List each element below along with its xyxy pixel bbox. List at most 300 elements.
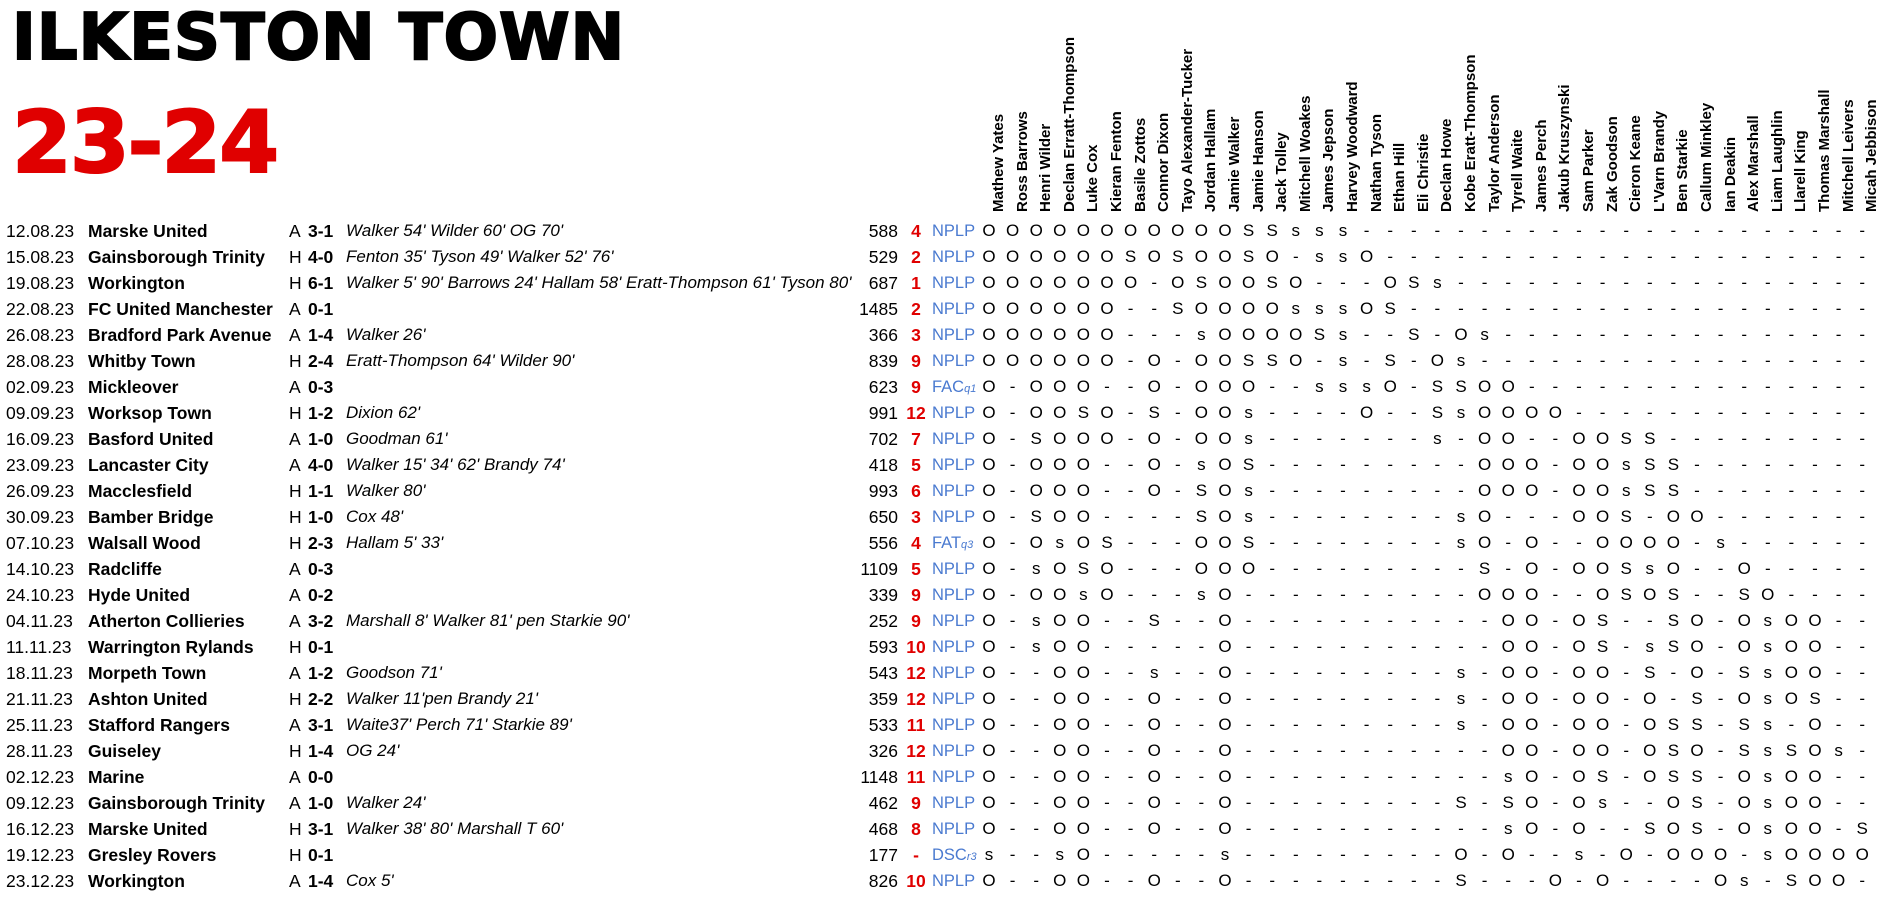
appearance-cell: - <box>1552 533 1559 552</box>
appearance-cell: - <box>1717 325 1724 344</box>
appearance-cell: - <box>1835 507 1842 526</box>
match-date: 15.08.23 <box>6 247 75 267</box>
appearance-cell: - <box>1174 325 1181 344</box>
appearance-cell: - <box>1434 533 1441 552</box>
scorers: Walker 38' 80' Marshall T 60' <box>346 819 564 838</box>
appearance-cell: - <box>1269 585 1276 604</box>
appearance-cell: - <box>1434 611 1441 630</box>
appearance-cell: O <box>982 871 996 890</box>
appearance-cell: O <box>1572 559 1586 578</box>
appearance-cell: O <box>1218 221 1232 240</box>
competition-code: NPLP <box>932 404 976 422</box>
appearance-cell: - <box>1009 377 1016 396</box>
venue: H <box>289 351 302 371</box>
appearance-cell: O <box>1100 351 1114 370</box>
appearance-cell: O <box>1808 715 1822 734</box>
opponent-name: Mickleover <box>88 377 179 397</box>
appearance-cell: O <box>1690 663 1704 682</box>
appearance-cell: O <box>1595 741 1610 760</box>
appearance-cell: - <box>1033 819 1040 838</box>
appearance-cell: O <box>1194 247 1208 266</box>
appearance-cell: O <box>1289 273 1303 292</box>
appearance-cell: - <box>1033 845 1040 864</box>
competition-code: NPLP <box>932 222 976 240</box>
competition-code: NPLP <box>932 716 976 734</box>
appearance-cell: O <box>982 689 996 708</box>
appearance-cell: - <box>1505 533 1512 552</box>
appearance-cell: O <box>1690 637 1704 656</box>
appearance-cell: - <box>1245 611 1252 630</box>
appearance-cell: S <box>1313 325 1326 344</box>
appearance-cell: - <box>1788 325 1795 344</box>
appearance-cell: - <box>1363 455 1370 474</box>
appearance-cell: - <box>1363 845 1370 864</box>
appearance-cell: - <box>1835 611 1842 630</box>
appearance-cell: s <box>1362 377 1371 396</box>
appearance-cell: - <box>1576 221 1582 240</box>
appearance-cell: O <box>1147 871 1161 890</box>
appearance-cell: - <box>1481 663 1488 682</box>
attendance: 468 <box>868 819 898 839</box>
appearance-cell: O <box>1053 273 1067 292</box>
league-position: 3 <box>911 507 921 527</box>
match-row <box>0 478 1891 504</box>
appearance-cell: s <box>984 845 994 864</box>
appearance-cell: - <box>1717 741 1724 760</box>
appearance-cell: - <box>1151 507 1158 526</box>
appearance-cell: - <box>1104 767 1110 786</box>
appearance-cell: - <box>1174 351 1181 370</box>
league-position: 2 <box>911 247 921 267</box>
appearance-cell: - <box>1363 611 1370 630</box>
player-name: Declan Howe <box>1438 118 1456 212</box>
appearance-cell: - <box>1174 585 1181 604</box>
appearance-cell: s <box>1031 611 1041 630</box>
appearance-cell: - <box>1552 767 1559 786</box>
appearance-cell: - <box>1292 429 1299 448</box>
appearance-cell: O <box>1595 507 1610 526</box>
appearance-cell: - <box>1835 273 1842 292</box>
appearance-cell: O <box>1690 845 1704 864</box>
appearance-cell: - <box>1623 871 1630 890</box>
scorers: Eratt-Thompson 64' Wilder 90' <box>346 351 575 370</box>
appearance-cell: - <box>1552 221 1559 240</box>
appearance-cell: - <box>1481 637 1488 656</box>
appearance-cell: - <box>1576 273 1582 292</box>
appearance-cell: S <box>1195 507 1208 526</box>
appearance-cell: O <box>1525 793 1539 812</box>
appearance-cell: - <box>1764 559 1771 578</box>
appearance-cell: - <box>1552 351 1559 370</box>
league-position: 7 <box>911 429 921 449</box>
appearance-cell: - <box>1410 715 1417 734</box>
appearance-cell: - <box>1623 351 1630 370</box>
player-name: Thomas Marshall <box>1816 89 1833 212</box>
appearance-cell: - <box>1764 325 1771 344</box>
appearance-cell: O <box>1572 741 1586 760</box>
appearance-cell: - <box>1859 351 1866 370</box>
appearance-cell: - <box>1127 533 1134 552</box>
appearance-cell: O <box>1218 403 1232 422</box>
scorers: Walker 5' 90' Barrows 24' Hallam 58' Eratt-Thompson 61' Tyson 80' <box>346 273 852 292</box>
scorers: OG 24' <box>346 741 400 760</box>
score: 0-1 <box>308 299 334 319</box>
match-row <box>0 504 1891 530</box>
appearance-cell: - <box>1009 819 1016 838</box>
appearance-cell: O <box>1076 845 1090 864</box>
appearance-cell: O <box>1218 507 1232 526</box>
appearance-cell: - <box>1599 819 1606 838</box>
appearance-cell: - <box>1245 715 1252 734</box>
opponent-name: Guiseley <box>88 741 161 761</box>
appearance-cell: - <box>1552 481 1559 500</box>
scorers: Walker 11'pen Brandy 21' <box>346 689 539 708</box>
appearance-cell: O <box>1808 611 1822 630</box>
appearance-cell: - <box>1340 689 1346 708</box>
opponent-name: Whitby Town <box>88 351 196 371</box>
appearance-cell: S <box>1195 273 1208 292</box>
appearance-cell: O <box>1690 741 1704 760</box>
appearance-cell: - <box>1741 845 1748 864</box>
appearance-cell: s <box>1763 637 1773 656</box>
appearance-cell: - <box>1717 377 1724 396</box>
appearance-cell: S <box>1644 429 1656 448</box>
match-row <box>0 842 1891 868</box>
competition-code: NPLP <box>932 690 976 708</box>
appearance-cell: - <box>1009 533 1016 552</box>
appearance-cell: - <box>1363 793 1370 812</box>
appearance-cell: s <box>1763 715 1773 734</box>
appearance-cell: - <box>1174 819 1181 838</box>
appearance-cell: O <box>1713 871 1728 890</box>
appearance-cell: - <box>1552 455 1559 474</box>
appearance-cell: - <box>1269 689 1276 708</box>
opponent-name: Lancaster City <box>88 455 209 475</box>
appearance-cell: O <box>1643 767 1657 786</box>
match-date: 16.09.23 <box>6 429 75 449</box>
appearance-cell: S <box>1667 637 1680 656</box>
appearance-cell: O <box>1076 507 1090 526</box>
appearance-cell: O <box>1218 455 1232 474</box>
appearance-cell: - <box>1316 507 1323 526</box>
league-position: 9 <box>911 377 921 397</box>
appearance-cell: - <box>1599 299 1606 318</box>
appearance-cell: O <box>982 611 996 630</box>
appearance-cell: - <box>1434 767 1441 786</box>
appearance-cell: O <box>1147 481 1161 500</box>
appearance-cell: O <box>1737 611 1751 630</box>
appearance-cell: - <box>1859 455 1866 474</box>
appearance-cell: O <box>1643 585 1657 604</box>
appearance-cell: - <box>1410 429 1417 448</box>
appearance-cell: - <box>1505 351 1512 370</box>
appearance-cell: - <box>1387 455 1394 474</box>
appearance-cell: - <box>1387 611 1394 630</box>
appearance-cell: - <box>1576 533 1582 552</box>
player-name: Ross Barrows <box>1013 111 1031 212</box>
score: 6-1 <box>308 273 334 293</box>
appearance-cell: - <box>1174 793 1181 812</box>
match-row <box>0 686 1891 712</box>
match-row <box>0 764 1891 790</box>
appearance-cell: - <box>1269 455 1276 474</box>
appearance-cell: - <box>1717 663 1724 682</box>
appearance-cell: - <box>1009 845 1016 864</box>
appearance-cell: s <box>1456 663 1466 682</box>
appearance-cell: O <box>1100 429 1114 448</box>
appearance-cell: - <box>1363 741 1370 760</box>
appearance-cell: - <box>1410 819 1417 838</box>
appearance-cell: O <box>1100 585 1114 604</box>
appearance-cell: - <box>1387 507 1394 526</box>
appearance-cell: s <box>1433 429 1442 448</box>
appearance-cell: - <box>1458 221 1464 240</box>
player-name: Luke Cox <box>1084 144 1102 212</box>
appearance-cell: - <box>1741 403 1748 422</box>
appearance-cell: - <box>1009 793 1016 812</box>
appearance-cell: O <box>1194 429 1208 448</box>
appearance-cell: - <box>1292 533 1299 552</box>
appearance-cell: - <box>1245 845 1252 864</box>
appearance-cell: - <box>1363 221 1370 240</box>
league-position: 9 <box>911 585 921 605</box>
venue: A <box>289 793 301 813</box>
appearance-cell: S <box>1172 299 1184 318</box>
appearance-cell: s <box>1763 689 1773 708</box>
appearance-cell: O <box>1053 299 1067 318</box>
player-name: Declan Erratt-Thompson <box>1060 36 1078 212</box>
league-position: 3 <box>911 325 921 345</box>
appearance-cell: - <box>1316 741 1323 760</box>
appearance-cell: s <box>1763 767 1773 786</box>
appearance-cell: s <box>1220 845 1230 864</box>
appearance-cell: O <box>1029 481 1043 500</box>
appearance-cell: - <box>1812 351 1818 370</box>
appearance-cell: O <box>1501 585 1515 604</box>
appearance-cell: - <box>1434 507 1441 526</box>
appearance-cell: - <box>1434 715 1441 734</box>
appearance-cell: - <box>1245 585 1252 604</box>
appearance-cell: - <box>1292 663 1299 682</box>
match-date: 21.11.23 <box>6 689 73 709</box>
appearance-cell: - <box>1859 273 1866 292</box>
appearance-cell: - <box>1316 351 1323 370</box>
appearance-cell: O <box>1666 533 1680 552</box>
appearance-cell: - <box>1316 273 1323 292</box>
appearance-cell: - <box>1717 637 1724 656</box>
match-row <box>0 348 1891 374</box>
appearance-cell: - <box>1859 247 1866 266</box>
appearance-cell: - <box>1363 689 1370 708</box>
appearance-cell: - <box>1646 325 1653 344</box>
appearance-cell: - <box>1694 247 1700 266</box>
appearance-cell: - <box>1552 585 1559 604</box>
appearance-cell: - <box>1764 403 1771 422</box>
appearance-cell: - <box>1127 845 1134 864</box>
appearance-cell: - <box>1835 533 1842 552</box>
appearance-cell: - <box>1741 273 1748 292</box>
appearance-cell: - <box>1528 377 1535 396</box>
appearance-cell: O <box>1218 481 1232 500</box>
appearance-cell: s <box>1574 845 1584 864</box>
attendance: 366 <box>868 325 898 345</box>
appearance-cell: O <box>1525 637 1539 656</box>
appearance-cell: S <box>1455 793 1467 812</box>
appearance-cell: - <box>1340 481 1346 500</box>
appearance-cell: - <box>1174 871 1181 890</box>
appearance-cell: - <box>1694 403 1700 422</box>
appearance-cell: O <box>1525 481 1539 500</box>
match-row <box>0 816 1891 842</box>
appearance-cell: S <box>1691 819 1703 838</box>
appearance-cell: - <box>1528 325 1535 344</box>
appearance-cell: O <box>1029 585 1043 604</box>
appearance-cell: - <box>1788 247 1795 266</box>
appearance-cell: O <box>1218 715 1232 734</box>
appearance-cell: - <box>1174 429 1181 448</box>
appearance-cell: - <box>1009 663 1016 682</box>
appearance-cell: O <box>1525 533 1539 552</box>
appearance-cell: O <box>1029 455 1043 474</box>
appearance-cell: O <box>1076 273 1090 292</box>
competition <box>932 764 975 792</box>
player-name: Jordan Hallam <box>1202 108 1220 212</box>
appearance-cell: - <box>1174 845 1181 864</box>
appearance-cell: - <box>1387 325 1394 344</box>
appearance-cell: - <box>1387 403 1394 422</box>
appearance-cell: O <box>1194 221 1208 240</box>
player-name: James Perch <box>1532 119 1550 212</box>
appearance-cell: O <box>1784 767 1798 786</box>
appearance-cell: - <box>1835 585 1842 604</box>
appearance-cell: - <box>1174 689 1181 708</box>
appearance-cell: - <box>1835 455 1842 474</box>
appearance-cell: - <box>1764 351 1771 370</box>
appearance-cell: - <box>1670 273 1677 292</box>
appearance-cell: - <box>1104 689 1110 708</box>
appearance-cell: - <box>1576 299 1582 318</box>
attendance: 623 <box>868 377 898 397</box>
appearance-cell: S <box>1195 481 1208 500</box>
appearance-cell: - <box>1764 299 1771 318</box>
appearance-cell: O <box>1218 767 1232 786</box>
appearance-cell: s <box>1456 351 1466 370</box>
appearance-cell: - <box>1245 663 1252 682</box>
appearance-cell: - <box>1694 559 1700 578</box>
appearance-cell: O <box>1029 221 1043 240</box>
appearance-cell: - <box>1694 299 1700 318</box>
appearance-cell: - <box>1387 559 1394 578</box>
appearance-cell: O <box>1147 377 1161 396</box>
appearance-cell: O <box>1005 325 1020 344</box>
appearance-cell: O <box>1595 429 1610 448</box>
appearance-cell: O <box>1784 663 1798 682</box>
appearance-cell: - <box>1127 663 1134 682</box>
appearance-cell: O <box>1595 455 1610 474</box>
appearance-cell: O <box>1147 819 1161 838</box>
appearance-cell: O <box>1501 481 1515 500</box>
appearance-cell: s <box>1456 689 1466 708</box>
appearance-cell: - <box>1458 767 1464 786</box>
venue: A <box>289 585 301 605</box>
match-date: 30.09.23 <box>6 507 75 527</box>
appearance-cell: - <box>1292 793 1299 812</box>
appearance-cell: O <box>1241 559 1256 578</box>
appearance-cell: O <box>1831 871 1846 890</box>
appearance-cell: - <box>1151 845 1158 864</box>
appearance-cell: O <box>1595 871 1610 890</box>
appearance-cell: - <box>1009 559 1016 578</box>
appearance-cell: - <box>1410 247 1417 266</box>
appearance-cell: - <box>1127 793 1134 812</box>
appearance-cell: O <box>1076 351 1090 370</box>
competition <box>932 426 975 454</box>
match-date: 12.08.23 <box>6 221 75 241</box>
appearance-cell: O <box>1076 481 1090 500</box>
appearance-cell: - <box>1434 793 1441 812</box>
appearance-cell: - <box>1363 273 1370 292</box>
appearance-cell: O <box>1076 663 1090 682</box>
appearance-cell: O <box>1076 871 1090 890</box>
appearance-cell: - <box>1458 429 1464 448</box>
venue: A <box>289 455 301 475</box>
appearance-cell: O <box>1029 533 1043 552</box>
appearance-cell: O <box>1218 377 1232 396</box>
match-date: 11.11.23 <box>6 637 72 657</box>
appearance-cell: - <box>1835 325 1842 344</box>
appearance-cell: - <box>1835 689 1842 708</box>
appearance-cell: - <box>1410 481 1417 500</box>
appearance-cell: - <box>1599 273 1606 292</box>
appearance-cell: O <box>1501 663 1515 682</box>
appearance-cell: - <box>1410 637 1417 656</box>
appearance-cell: s <box>1244 429 1253 448</box>
appearance-cell: O <box>1241 273 1256 292</box>
appearance-cell: - <box>1104 845 1110 864</box>
appearance-cell: - <box>1646 351 1653 370</box>
appearance-cell: - <box>1835 663 1842 682</box>
attendance: 1485 <box>859 299 898 319</box>
competition-code: NPLP <box>932 742 976 760</box>
appearance-cell: - <box>1717 767 1724 786</box>
appearance-cell: - <box>1033 741 1040 760</box>
appearance-cell: - <box>1599 351 1606 370</box>
appearance-cell: O <box>1808 637 1822 656</box>
opponent-name: Gainsborough Trinity <box>88 247 265 267</box>
appearance-cell: - <box>1269 429 1276 448</box>
appearance-cell: S <box>1738 585 1750 604</box>
appearance-cell: - <box>1835 351 1842 370</box>
appearance-cell: - <box>1269 819 1276 838</box>
appearance-cell: - <box>1387 767 1394 786</box>
appearance-cell: - <box>1316 481 1323 500</box>
appearance-cell: O <box>1100 247 1114 266</box>
appearance-cell: s <box>1456 507 1466 526</box>
appearance-cell: - <box>1410 377 1417 396</box>
appearance-cell: - <box>1552 819 1559 838</box>
venue: A <box>289 715 301 735</box>
appearance-cell: - <box>1127 559 1134 578</box>
appearance-cell: - <box>1528 221 1535 240</box>
appearance-cell: S <box>1266 351 1278 370</box>
appearance-cell: S <box>1172 247 1184 266</box>
appearance-cell: - <box>1481 351 1488 370</box>
appearance-cell: - <box>1646 273 1653 292</box>
appearance-cell: O <box>1855 845 1869 864</box>
opponent-name: FC United Manchester <box>88 299 273 319</box>
appearance-cell: - <box>1552 611 1559 630</box>
appearance-cell: - <box>1505 559 1512 578</box>
